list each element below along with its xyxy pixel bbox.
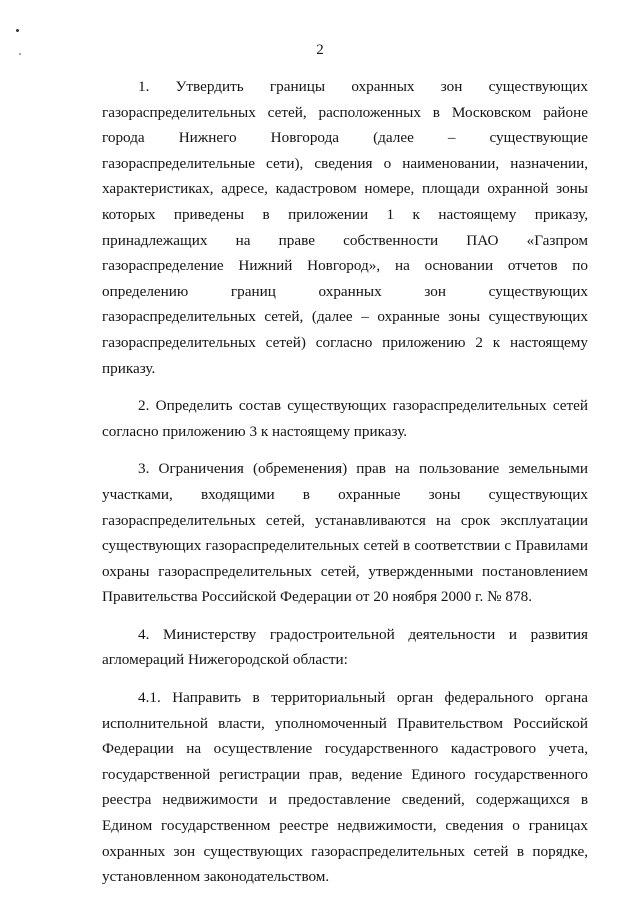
- paragraph-1: 1. Утвердить границы охранных зон существующих газораспределительных сетей, расположенных в Московском районе города Нижнего Новгорода (далее – существующие газораспределительные сети), сведения о наименовании, назначении, характеристиках, адресе, кадастровом номере, площади охранной зоны которых приведены в приложении 1 к настоящему приказу, принадлежащих на праве собственности ПАО «Газпром газораспределение Нижний Новгород», на основании отчетов по определению границ охранных зон существующих газораспределительных сетей, (далее – охранные зоны существующих газораспределительных сетей) согласно приложению 2 к настоящему приказу.: [102, 78, 588, 377]
- scan-speck: [16, 29, 19, 32]
- paragraph-3: 3. Ограничения (обременения) прав на пользование земельными участками, входящими в охранные зоны существующих газораспределительных сетей, устанавливаются на срок эксплуатации существующих газораспределительных сетей в соответствии с Правилами охраны газораспределительных сетей, утвержденными постановлением Правительства Российской Федерации от 20 ноября 2000 г. № 878.: [102, 460, 588, 606]
- paragraph-4: 4. Министерству градостроительной деятельности и развития агломераций Нижегородской области:: [102, 625, 588, 669]
- paragraph-4-1: 4.1. Направить в территориальный орган федерального органа исполнительной власти, уполномоченный Правительством Российской Федерации на осуществление государственного кадастрового учета, государственной регистрации прав, ведение Единого государственного реестра недвижимости и предоставление сведений, содержащихся в Едином государственном реестре недвижимости, сведения о границах охранных зон существующих газораспределительных сетей в порядке, установленном законодательством.: [102, 689, 588, 886]
- paragraph-2: 2. Определить состав существующих газораспределительных сетей согласно приложению 3 к настоящему приказу.: [102, 397, 588, 440]
- document-body: [102, 74, 588, 890]
- page-number: 2: [316, 42, 324, 58]
